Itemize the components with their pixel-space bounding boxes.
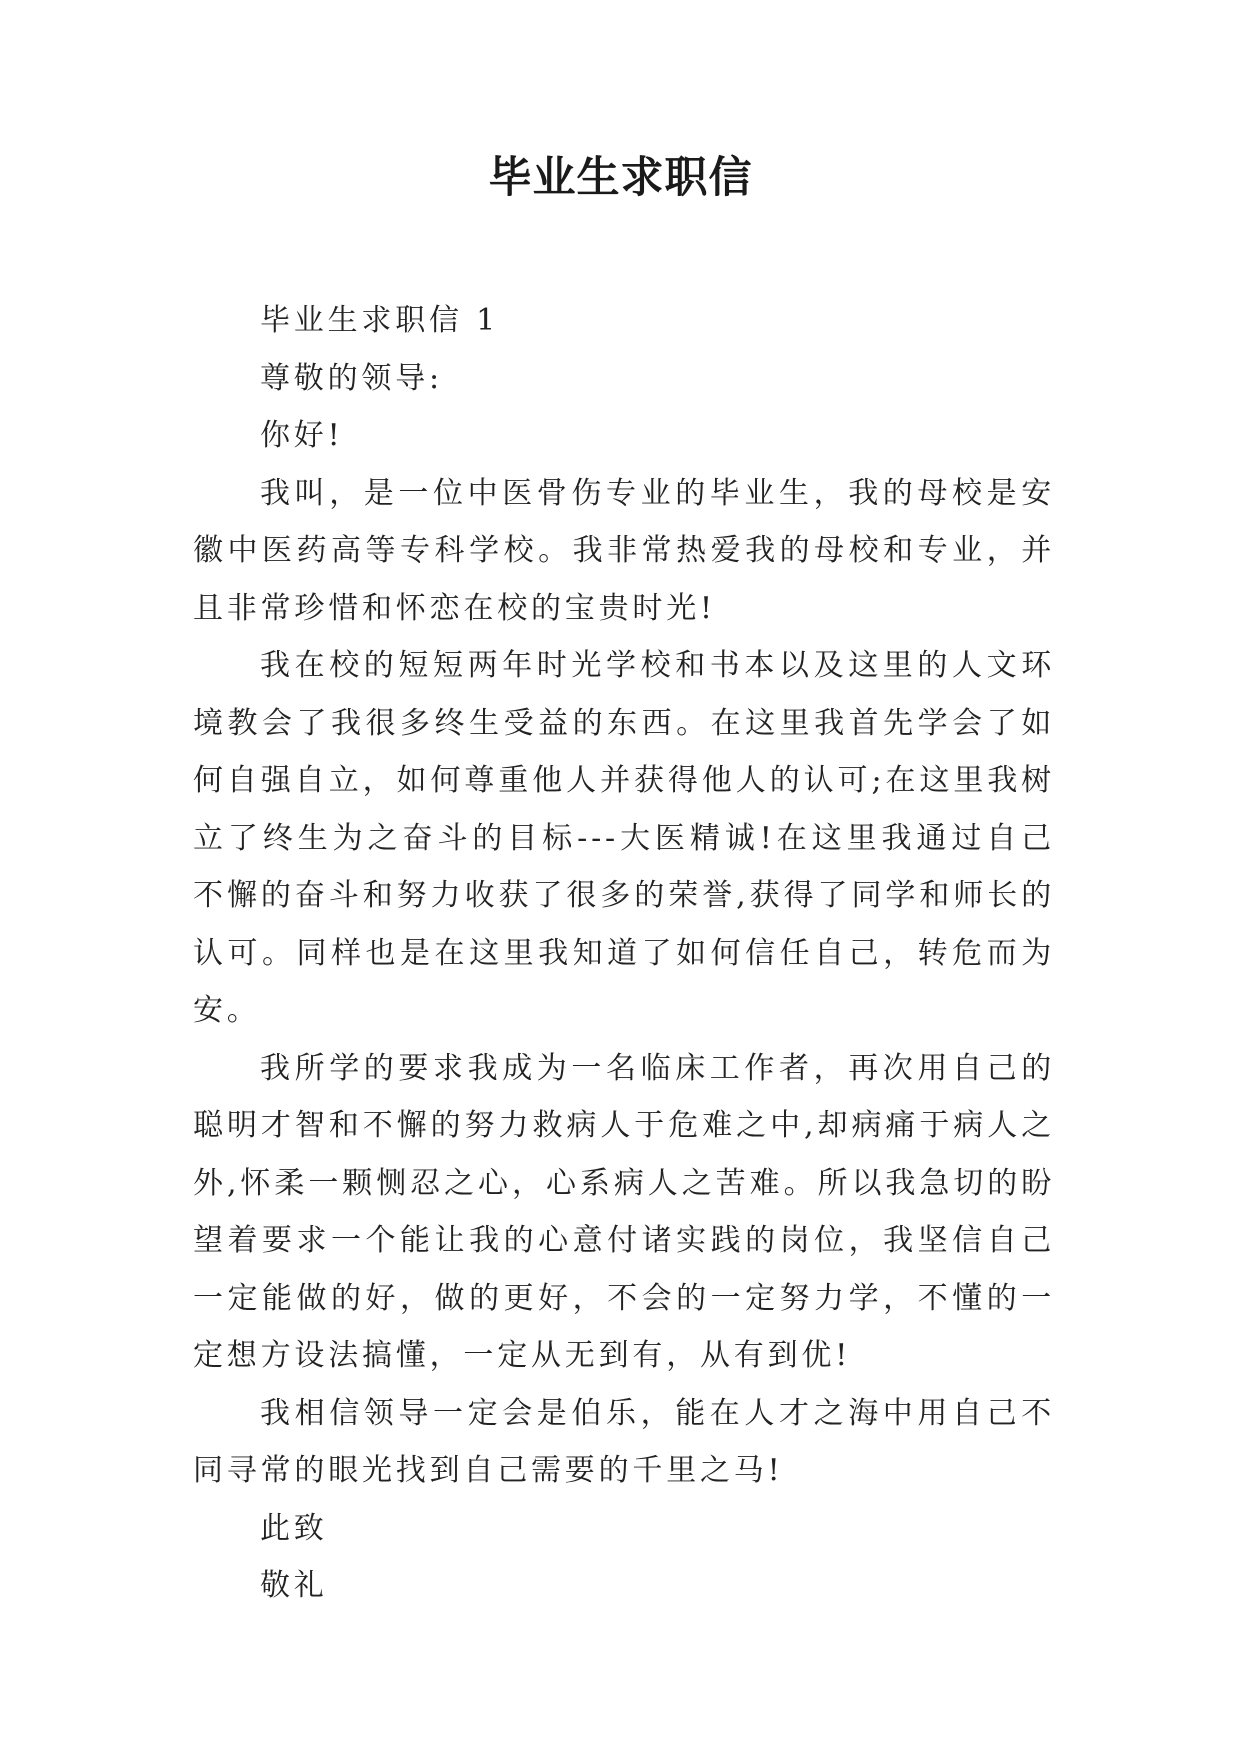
closing-phrase: 此致 [260,1510,328,1546]
letter-heading: 毕业生求职信 1 [260,303,500,338]
salutation: 尊敬的领导: [260,360,443,396]
greeting: 你好! [260,418,344,453]
body-paragraph-closing: 我相信领导一定会是伯乐，能在人才之海中用自己不同寻常的眼光找到自己需要的千里之马! [193,1395,1055,1488]
body-paragraph-introduction: 我叫，是一位中医骨伤专业的毕业生，我的母校是安徽中医药高等专科学校。我非常热爱我的母校和专业，并且非常珍惜和怀恋在校的宝贵时光! [193,475,1055,626]
closing-respect: 敬礼 [260,1568,328,1603]
document-title: 毕业生求职信 [488,153,753,203]
body-paragraph-career-goal: 我所学的要求我成为一名临床工作者，再次用自己的聪明才智和不懈的努力救病人于危难之中,却病痛于病人之外,怀柔一颗恻忍之心，心系病人之苦难。所以我急切的盼望着要求一个能让我的心意付诸实践的岗位，我坚信自己一定能做的好，做的更好，不会的一定努力学，不懂的一定想方设法搞懂，一定从无到有，从有到优! [193,1050,1055,1373]
letter-body [193,292,1055,1615]
body-paragraph-school-experience: 我在校的短短两年时光学校和书本以及这里的人文环境教会了我很多终生受益的东西。在这里我首先学会了如何自强自立，如何尊重他人并获得他人的认可;在这里我树立了终生为之奋斗的目标---大医精诚!在这里我通过自己不懈的奋斗和努力收获了很多的荣誉,获得了同学和师长的认可。同样也是在这里我知道了如何信任自己，转危而为安。 [193,648,1055,1028]
